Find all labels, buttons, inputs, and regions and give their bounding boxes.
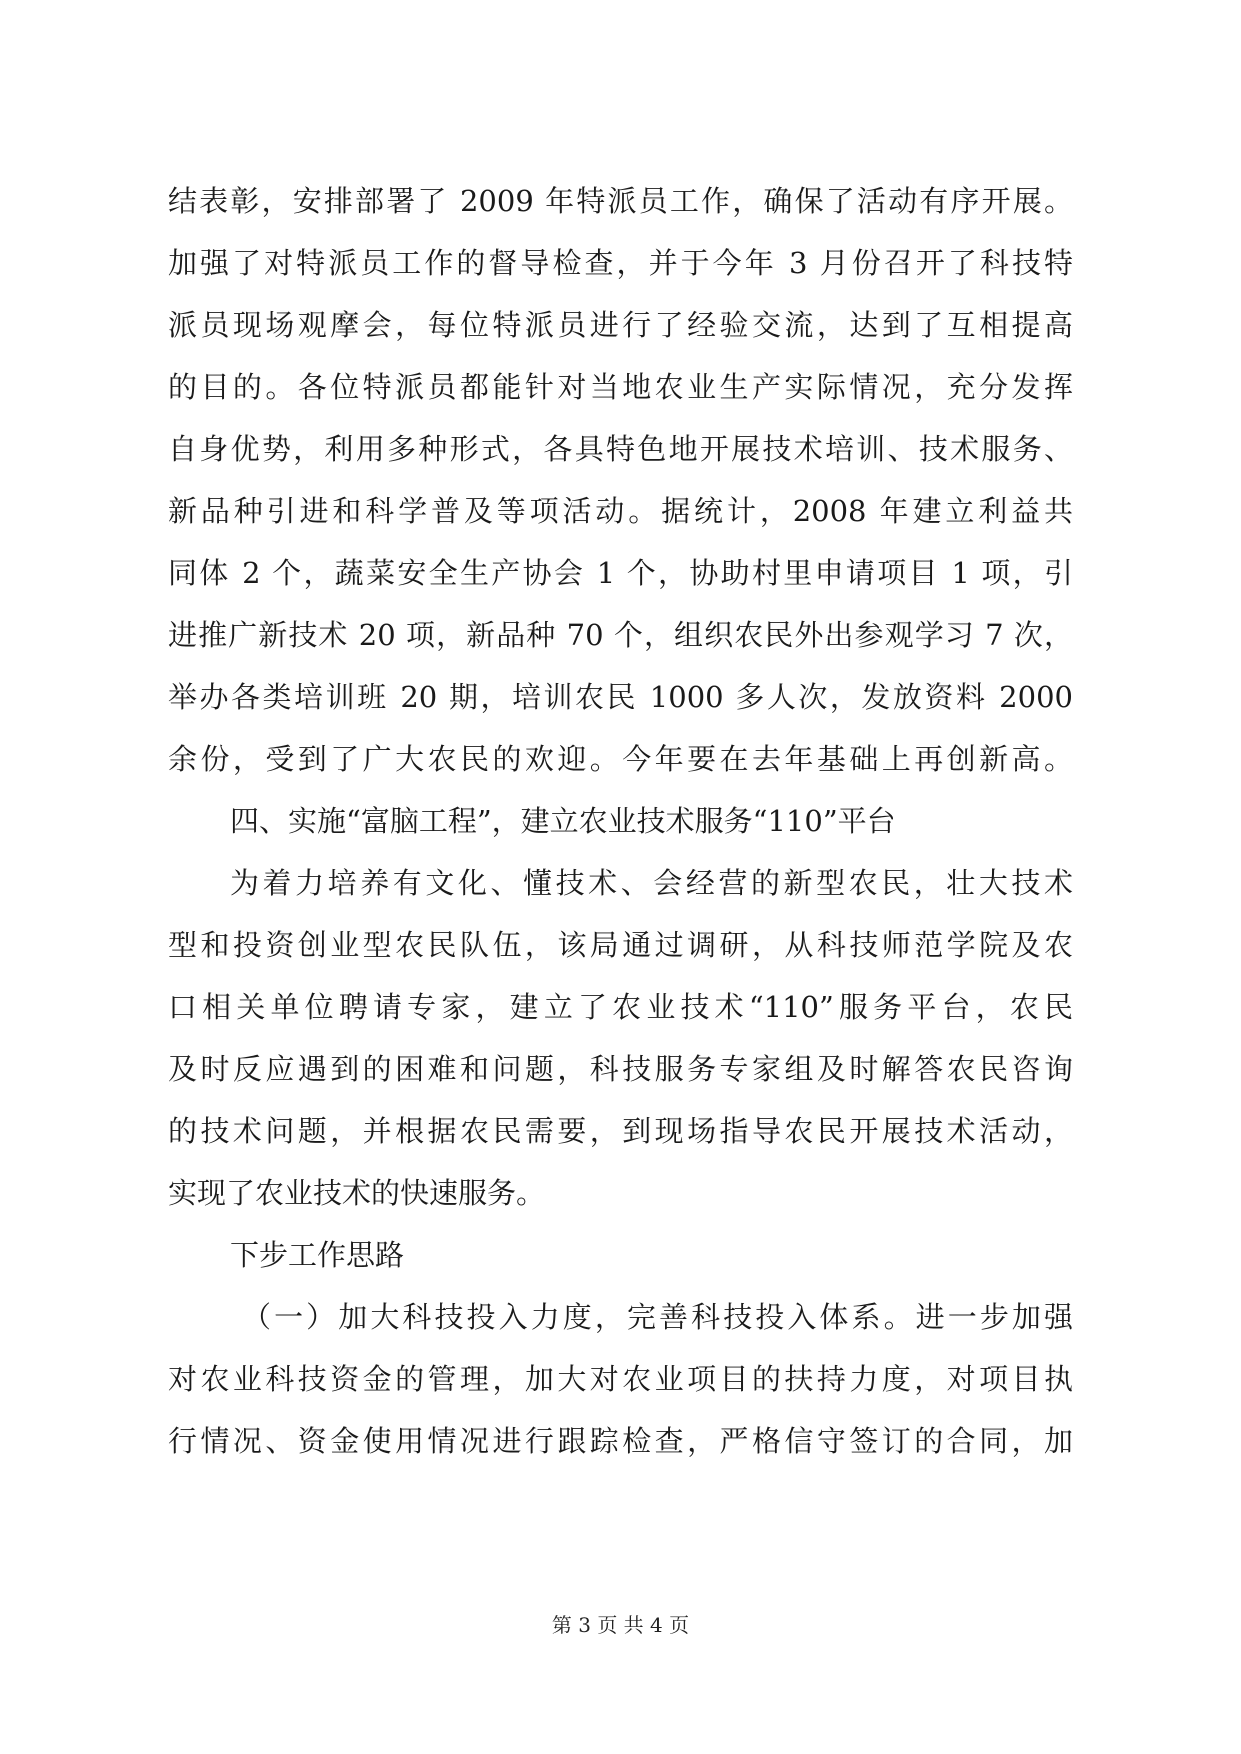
text-line-6: 新品种引进和科学普及等项活动。据统计，2008 年建立利益共 <box>168 494 1073 528</box>
text-line-16: 的技术问题，并根据农民需要，到现场指导农民开展技术活动， <box>168 1114 1073 1148</box>
text-line-9: 举办各类培训班 20 期，培训农民 1000 多人次，发放资料 2000 <box>168 680 1073 714</box>
text-line-15: 及时反应遇到的困难和问题，科技服务专家组及时解答农民咨询 <box>168 1052 1073 1086</box>
text-line-20: 对农业科技资金的管理，加大对农业项目的扶持力度，对项目执 <box>168 1362 1073 1396</box>
text-line-10: 余份，受到了广大农民的欢迎。今年要在去年基础上再创新高。 <box>168 742 1073 776</box>
text-line-12: 为着力培养有文化、懂技术、会经营的新型农民，壮大技术 <box>230 866 1073 900</box>
text-line-4: 的目的。各位特派员都能针对当地农业生产实际情况，充分发挥 <box>168 370 1073 404</box>
text-line-2: 加强了对特派员工作的督导检查，并于今年 3 月份召开了科技特 <box>168 246 1073 280</box>
text-line-5: 自身优势，利用多种形式，各具特色地开展技术培训、技术服务、 <box>168 432 1073 466</box>
text-line-13: 型和投资创业型农民队伍，该局通过调研，从科技师范学院及农 <box>168 928 1073 962</box>
text-line-7: 同体 2 个，蔬菜安全生产协会 1 个，协助村里申请项目 1 项，引 <box>168 556 1073 590</box>
text-line-17: 实现了农业技术的快速服务。 <box>168 1176 546 1210</box>
section-heading: 四、实施“富脑工程”，建立农业技术服务“110”平台 <box>230 804 896 838</box>
text-line-3: 派员现场观摩会，每位特派员进行了经验交流，达到了互相提高 <box>168 308 1073 342</box>
text-line-8: 进推广新技术 20 项，新品种 70 个，组织农民外出参观学习 7 次， <box>168 618 1073 652</box>
text-line-1: 结表彰，安排部署了 2009 年特派员工作，确保了活动有序开展。 <box>168 184 1073 218</box>
body-text <box>168 170 1073 1472</box>
page-number-footer: 第 3 页 共 4 页 <box>551 1613 690 1637</box>
text-line-19: （一）加大科技投入力度，完善科技投入体系。进一步加强 <box>242 1300 1073 1334</box>
subsection-heading: 下步工作思路 <box>230 1238 405 1272</box>
text-line-14: 口相关单位聘请专家，建立了农业技术“110”服务平台，农民 <box>168 990 1073 1024</box>
text-line-21: 行情况、资金使用情况进行跟踪检查，严格信守签订的合同，加 <box>168 1424 1073 1458</box>
